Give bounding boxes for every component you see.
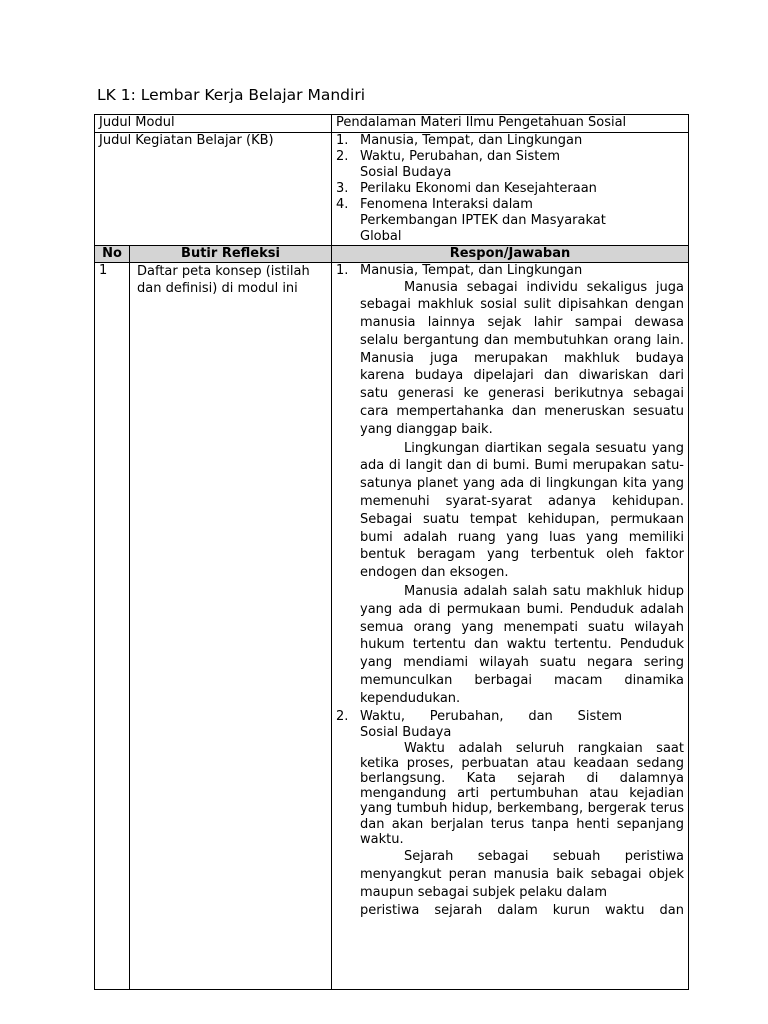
header-no: No [95,245,130,262]
answer-body [360,263,684,709]
value-judul-modul: Pendalaman Materi Ilmu Pengetahuan Sosial [332,115,689,133]
answer-item [336,263,684,709]
row-judul-modul [95,115,689,133]
worksheet-table [94,114,689,990]
page-title: LK 1: Lembar Kerja Belajar Mandiri [97,86,366,104]
kb-item-text: Manusia, Tempat, dan Lingkungan [360,132,583,148]
respon-content [336,263,684,989]
answer-paragraph: Lingkungan diartikan segala sesuatu yang ada di langit dan di bumi. Bumi merupakan satu-satunya planet yang ada di lingkungan kita yang memenuhi syarat-syarat adanya kehidupan. Sebagai suatu tempat kehidupan, permukaan bumi adalah ruang yang luas yang memiliki bentuk beragam yang terbentuk oleh faktor endogen dan eksogen. [360,440,684,581]
table-row [95,262,689,989]
butir-refleksi-text: Daftar peta konsep (istilah dan definisi) di modul ini [130,262,332,989]
answer-title: Waktu, Perubahan, dan Sistem [360,708,622,724]
kb-item-number: 2. [336,148,349,164]
kb-list [336,133,684,245]
kb-item-number: 4. [336,196,349,212]
label-judul-modul: Judul Modul [95,115,332,133]
kb-item [336,197,684,245]
answer-number: 1. [336,262,349,278]
answer-paragraph: Waktu adalah seluruh rangkaian saat ketika proses, perbuatan atau keadaan sedang berlangsung. Kata sejarah di dalamnya mengandung arti pertumbuhan atau kejadian yang tumbuh hidup, berkembang, bergerak terus dan akan berjalan terus tanpa henti sepanjang waktu. [360,740,684,847]
kb-item-number: 1. [336,132,349,148]
answer-title: Manusia, Tempat, dan Lingkungan [360,262,583,278]
kb-item [336,149,684,181]
answer-paragraph: Manusia sebagai individu sekaligus juga sebagai makhluk sosial sulit dipisahkan dengan manusia lainnya sejak lahir sampai dewasa selalu bergantung dan membutuhkan orang lain. Manusia juga merupakan makhluk budaya karena budaya dipelajari dan diwariskan dari satu generasi ke generasi berikutnya sebagai cara mempertahanka dan meneruskan sesuatu yang dianggap baik. [360,279,684,437]
kb-item-number: 3. [336,180,349,196]
kb-item-line: Fenomena Interaksi dalam [360,196,533,212]
kb-item-line: Sosial Budaya [360,164,452,180]
row-number: 1 [95,262,130,989]
answer-paragraph: Sejarah sebagai sebuah peristiwa menyangkut peran manusia baik sebagai objek maupun sebagai subjek pelaku dalam [360,849,684,900]
table-header-row [95,245,689,262]
answer-item [336,709,684,922]
answer-paragraph: peristiwa sejarah dalam kurun waktu dan [360,903,684,919]
header-respon-jawaban: Respon/Jawaban [332,245,689,262]
kb-item-line: Global [360,228,402,244]
respon-cell [332,262,689,989]
label-judul-kb: Judul Kegiatan Belajar (KB) [95,132,332,245]
kb-item [336,133,684,149]
answer-number: 2. [336,708,349,724]
kb-item-text: Perilaku Ekonomi dan Kesejahteraan [360,180,597,196]
row-judul-kb [95,132,689,245]
kb-item-text [360,149,684,181]
answer-body [360,709,684,922]
kb-item [336,181,684,197]
kb-item-text [360,197,684,245]
value-judul-kb [332,132,689,245]
header-butir-refleksi: Butir Refleksi [130,245,332,262]
answer-title-line2: Sosial Budaya [360,724,452,740]
kb-item-line: Waktu, Perubahan, dan Sistem [360,148,560,164]
answer-paragraph: Manusia adalah salah satu makhluk hidup yang ada di permukaan bumi. Penduduk adalah semua orang yang menempati suatu wilayah hukum tertentu dan waktu tertentu. Penduduk yang mendiami wilayah suatu negara sering memunculkan berbagai macam dinamika kependudukan. [360,584,684,706]
kb-item-line: Perkembangan IPTEK dan Masyarakat [360,212,606,228]
